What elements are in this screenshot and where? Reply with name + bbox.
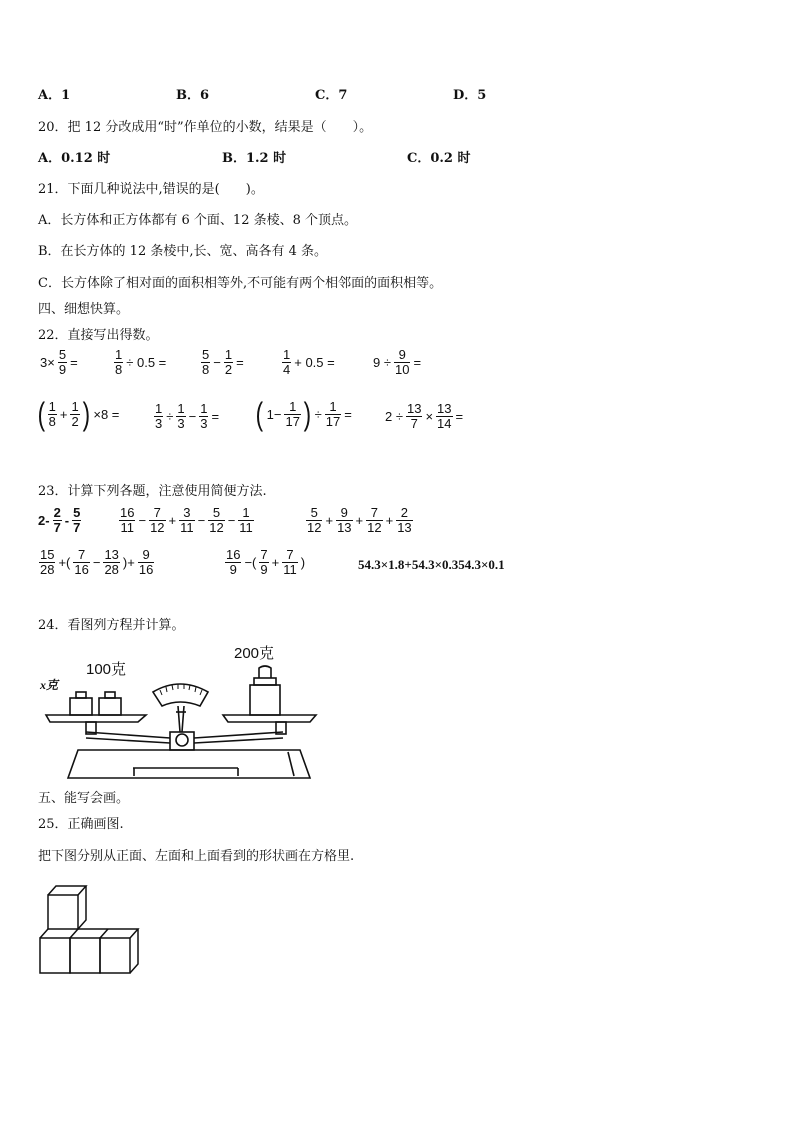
q23-expression-2: $\frac{16}{11}$ − $\frac{7}{12}$ + $\frac{3}{11}$ − $\frac{5}{12}$ − $\frac{1}{11}$ (120, 505, 253, 535)
q19-option-b: B．6 (176, 88, 210, 103)
q22-expression-2: $\frac{1}{8}$ ÷ 0.5 = (115, 347, 167, 377)
x-gram-label: x克 (40, 678, 59, 692)
section-five-heading: 五、能写会画。 (38, 791, 130, 806)
balance-scale-drawing (38, 640, 338, 785)
q22-expression-3: $\frac{5}{8}$ − $\frac{1}{2}$ = (202, 347, 244, 377)
q23-expression-4: $\frac{15}{28}$ +( $\frac{7}{16}$ − $\frac{13}{28}$ )+ $\frac{9}{16}$ (40, 547, 154, 577)
q23-expression-6: 54.3×1.8+54.3×0.354.3×0.1 (358, 557, 505, 572)
q23-stem: 23．计算下列各题，注意使用简便方法. (38, 484, 267, 499)
q20-option-b: B．1.2 时 (222, 151, 287, 166)
q19-option-d: D．5 (453, 88, 487, 103)
q24-stem: 24．看图列方程并计算。 (38, 618, 185, 633)
q22-expression-9: 2 ÷ $\frac{13}{7}$ × $\frac{13}{14}$ = (385, 401, 464, 431)
q23-expression-1: 2- $\frac{2}{7}$ - $\frac{5}{7}$ (38, 505, 81, 535)
q25-instruction: 把下图分别从正面、左面和上面看到的形状画在方格里. (38, 849, 355, 864)
q22-expression-1: 3× $\frac{5}{9}$ = (40, 347, 78, 377)
two-hundred-gram-label: 200克 (234, 645, 275, 662)
q22-expression-5: 9 ÷ $\frac{9}{10}$ = (373, 347, 422, 377)
hundred-gram-label: 100克 (86, 661, 127, 678)
q25-stem: 25．正确画图. (38, 817, 124, 832)
section-four-heading: 四、细想快算。 (38, 302, 130, 317)
q19-option-c: C．7 (315, 88, 348, 103)
q22-expression-7: $\frac{1}{3}$ ÷ $\frac{1}{3}$ − $\frac{1}{3}$ = (155, 401, 220, 431)
q20-option-a: A．0.12 时 (38, 151, 111, 166)
q20-stem: 20．把 12 分改成用“时”作单位的小数，结果是（ ）。 (38, 120, 373, 135)
q23-expression-5: $\frac{16}{9}$ −( $\frac{7}{9}$ + $\frac{7}{11}$ ) (226, 547, 306, 577)
q23-expression-3: $\frac{5}{12}$ + $\frac{9}{13}$ + $\frac{7}{12}$ + $\frac{2}{13}$ (307, 505, 412, 535)
q21-stem: 21．下面几种说法中,错误的是( )。 (38, 182, 264, 197)
q22-expression-4: $\frac{1}{4}$ + 0.5 = (283, 347, 335, 377)
balance-scale-figure (38, 640, 338, 785)
q21-option-c: C．长方体除了相对面的面积相等外,不可能有两个相邻面的面积相等。 (38, 276, 443, 291)
q22-stem: 22．直接写出得数。 (38, 328, 159, 343)
q20-option-c: C．0.2 时 (407, 151, 471, 166)
q21-option-a: A．长方体和正方体都有 6 个面、12 条棱、8 个顶点。 (38, 213, 358, 228)
q21-option-b: B．在长方体的 12 条棱中,长、宽、高各有 4 条。 (38, 244, 328, 259)
cube-stack-figure (36, 880, 142, 978)
q19-option-a: A．1 (38, 88, 71, 103)
q22-expression-6: ( $\frac{1}{8}$ + $\frac{1}{2}$ ) ×8 = (37, 396, 120, 432)
q22-expression-8: ( 1− $\frac{1}{17}$ ) ÷ $\frac{1}{17}$ = (255, 396, 352, 432)
